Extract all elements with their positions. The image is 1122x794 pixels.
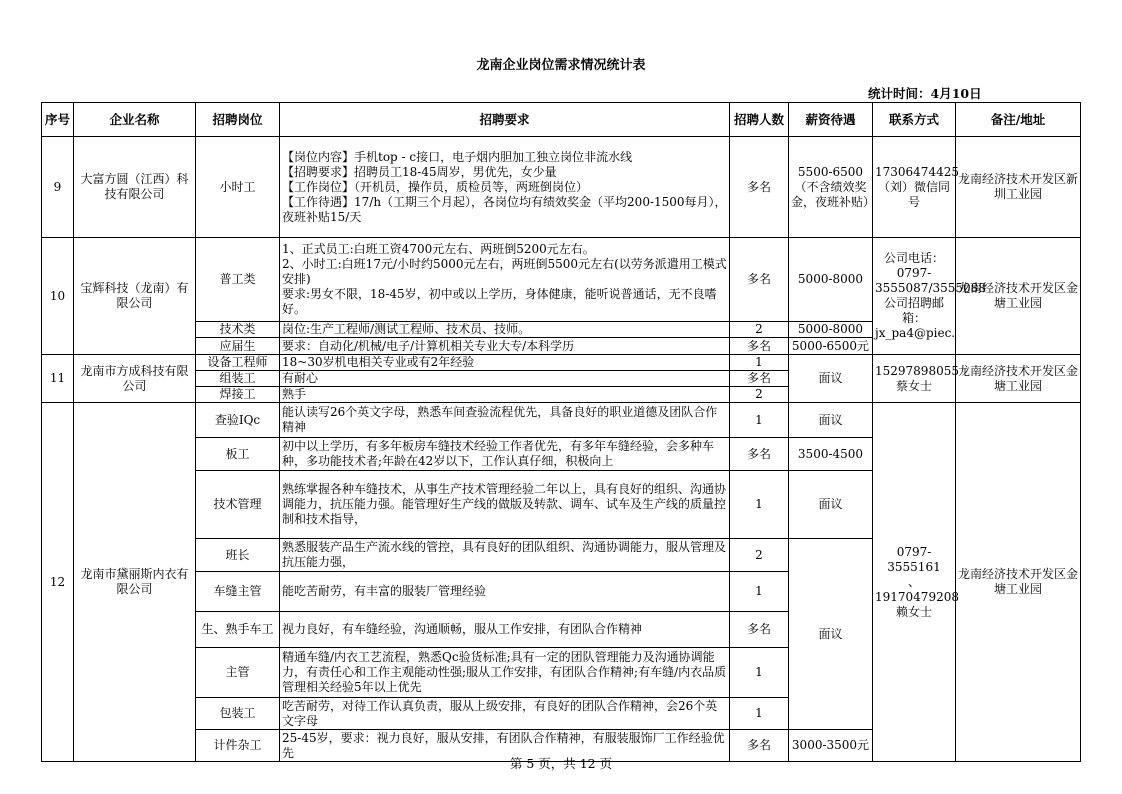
salary: 5500-6500（不含绩效奖金，夜班补贴） — [789, 137, 873, 238]
hire-count: 1 — [730, 355, 789, 371]
row-no: 9 — [42, 137, 74, 238]
post-name: 车缝主管 — [196, 572, 280, 612]
post-name: 设备工程师 — [196, 355, 280, 371]
post-name: 查验IQc — [196, 403, 280, 438]
post-name: 小时工 — [196, 137, 280, 238]
salary: 面议 — [789, 403, 873, 438]
salary: 面议 — [789, 539, 873, 730]
salary: 5000-8000 — [789, 322, 873, 338]
requirements: 岗位:生产工程师/测试工程师、技术员、技师。 — [280, 322, 730, 338]
hire-count: 1 — [730, 403, 789, 438]
header-no: 序号 — [42, 103, 74, 137]
address: 龙南经济技术开发区金塘工业园 — [956, 238, 1081, 355]
requirements: 要求：自动化/机械/电子/计算机相关专业大专/本科学历 — [280, 338, 730, 355]
requirements: 精通车缝/内衣工艺流程，熟悉Qc验货标准;具有一定的团队管理能力及沟通协调能力，有责任心和工作主观能动性强;服从工作安排，有团队合作精神;有车缝/内衣品质管理相关经验5年以上优先 — [280, 648, 730, 698]
table-row — [42, 403, 1081, 438]
hire-count: 多名 — [730, 238, 789, 322]
stat-time: 统计时间：4月10日 — [868, 86, 982, 101]
header-row — [42, 103, 1081, 137]
hire-count: 1 — [730, 471, 789, 539]
salary: 5000-6500元 — [789, 338, 873, 355]
salary: 3000-3500元 — [789, 730, 873, 762]
address: 龙南经济技术开发区金塘工业园 — [956, 355, 1081, 403]
company-name: 龙南市方成科技有限公司 — [74, 355, 196, 403]
company-name: 大富方圆（江西）科技有限公司 — [74, 137, 196, 238]
hire-count: 1 — [730, 698, 789, 730]
post-name: 主管 — [196, 648, 280, 698]
requirements: 25-45岁，要求：视力良好，服从安排，有团队合作精神，有服装服饰厂工作经验优先 — [280, 730, 730, 762]
hire-count: 多名 — [730, 438, 789, 471]
row-no: 10 — [42, 238, 74, 355]
post-name: 技术管理 — [196, 471, 280, 539]
post-name: 生、熟手车工 — [196, 612, 280, 648]
requirements: 熟练掌握各种车缝技术，从事生产技术管理经验二年以上，具有良好的组织、沟通协调能力，抗压能力强。能管理好生产线的做版及转款、调车、试车及生产线的质量控制和技术指导， — [280, 471, 730, 539]
requirements: 能吃苦耐劳，有丰富的服装厂管理经验 — [280, 572, 730, 612]
post-name: 班长 — [196, 539, 280, 572]
header-contact: 联系方式 — [873, 103, 956, 137]
post-name: 应届生 — [196, 338, 280, 355]
hire-count: 2 — [730, 387, 789, 403]
header-address: 备注/地址 — [956, 103, 1081, 137]
requirements: 视力良好，有车缝经验，沟通顺畅，服从工作安排，有团队合作精神 — [280, 612, 730, 648]
requirements: 吃苦耐劳，对待工作认真负责，服从上级安排，有良好的团队合作精神，会26个英文字母 — [280, 698, 730, 730]
requirements: 1、正式员工:白班工资4700元左右、两班倒5200元左右。 2、小时工:白班17元/小时约5000元左右，两班倒5500元左右(以劳务派遣用工模式安排) 要求:男女不限，18-45岁，初中或以上学历，身体健康，能听说普通话，无不良嗜好。 — [280, 238, 730, 322]
hire-count: 多名 — [730, 371, 789, 387]
page-title: 龙南企业岗位需求情况统计表 — [476, 58, 646, 73]
hire-count: 多名 — [730, 730, 789, 762]
hire-count: 多名 — [730, 137, 789, 238]
requirements: 18~30岁机电相关专业或有2年经验 — [280, 355, 730, 371]
salary: 面议 — [789, 355, 873, 403]
hire-count: 1 — [730, 648, 789, 698]
table-row — [42, 137, 1081, 238]
salary: 3500-4500 — [789, 438, 873, 471]
post-name: 计件杂工 — [196, 730, 280, 762]
table-row — [42, 238, 1081, 322]
hire-count: 2 — [730, 322, 789, 338]
address: 龙南经济技术开发区金塘工业园 — [956, 403, 1081, 762]
row-no: 11 — [42, 355, 74, 403]
address: 龙南经济技术开发区新圳工业园 — [956, 137, 1081, 238]
contact: 15297898055蔡女士 — [873, 355, 956, 403]
hire-count: 2 — [730, 539, 789, 572]
hire-count: 多名 — [730, 612, 789, 648]
page-footer: 第 5 页，共 12 页 — [509, 756, 613, 771]
requirements: 初中以上学历，有多年板房车缝技术经验工作者优先，有多年车缝经验，会多种车种，多功能技术者;年龄在42岁以下，工作认真仔细，积极向上 — [280, 438, 730, 471]
post-name: 板工 — [196, 438, 280, 471]
requirements: 有耐心 — [280, 371, 730, 387]
post-name: 普工类 — [196, 238, 280, 322]
post-name: 技术类 — [196, 322, 280, 338]
contact: 17306474425（刘）微信同号 — [873, 137, 956, 238]
requirements: 【岗位内容】手机top - c接口，电子烟内胆加工独立岗位非流水线 【招聘要求】招聘员工18-45周岁，男优先，女少量 【工作岗位】（开机员，操作员，质检员等，两班倒岗位） 【工作待遇】17/h（工期三个月起），各岗位均有绩效奖金（平均200-1500每月），夜班补贴15/天 — [280, 137, 730, 238]
requirements: 熟悉服装产品生产流水线的管控，具有良好的团队组织、沟通协调能力，服从管理及抗压能力强， — [280, 539, 730, 572]
post-name: 焊接工 — [196, 387, 280, 403]
contact: 公司电话：0797-3555087/3555088 公司招聘邮箱： jx_pa4@piec. — [873, 238, 956, 355]
header-count: 招聘人数 — [730, 103, 789, 137]
salary: 5000-8000 — [789, 238, 873, 322]
hire-count: 1 — [730, 572, 789, 612]
hire-count: 多名 — [730, 338, 789, 355]
post-name: 包装工 — [196, 698, 280, 730]
company-name: 龙南市黛丽斯内衣有限公司 — [74, 403, 196, 762]
row-no: 12 — [42, 403, 74, 762]
salary: 面议 — [789, 471, 873, 539]
contact: 0797-3555161 、 19170479208 赖女士 — [873, 403, 956, 762]
job-table — [41, 102, 1081, 762]
header-company: 企业名称 — [74, 103, 196, 137]
header-requirements: 招聘要求 — [280, 103, 730, 137]
company-name: 宝辉科技（龙南）有限公司 — [74, 238, 196, 355]
post-name: 组装工 — [196, 371, 280, 387]
requirements: 熟手 — [280, 387, 730, 403]
requirements: 能认读写26个英文字母，熟悉车间查验流程优先，具备良好的职业道德及团队合作精神 — [280, 403, 730, 438]
header-post: 招聘岗位 — [196, 103, 280, 137]
table-row — [42, 355, 1081, 371]
header-salary: 薪资待遇 — [789, 103, 873, 137]
